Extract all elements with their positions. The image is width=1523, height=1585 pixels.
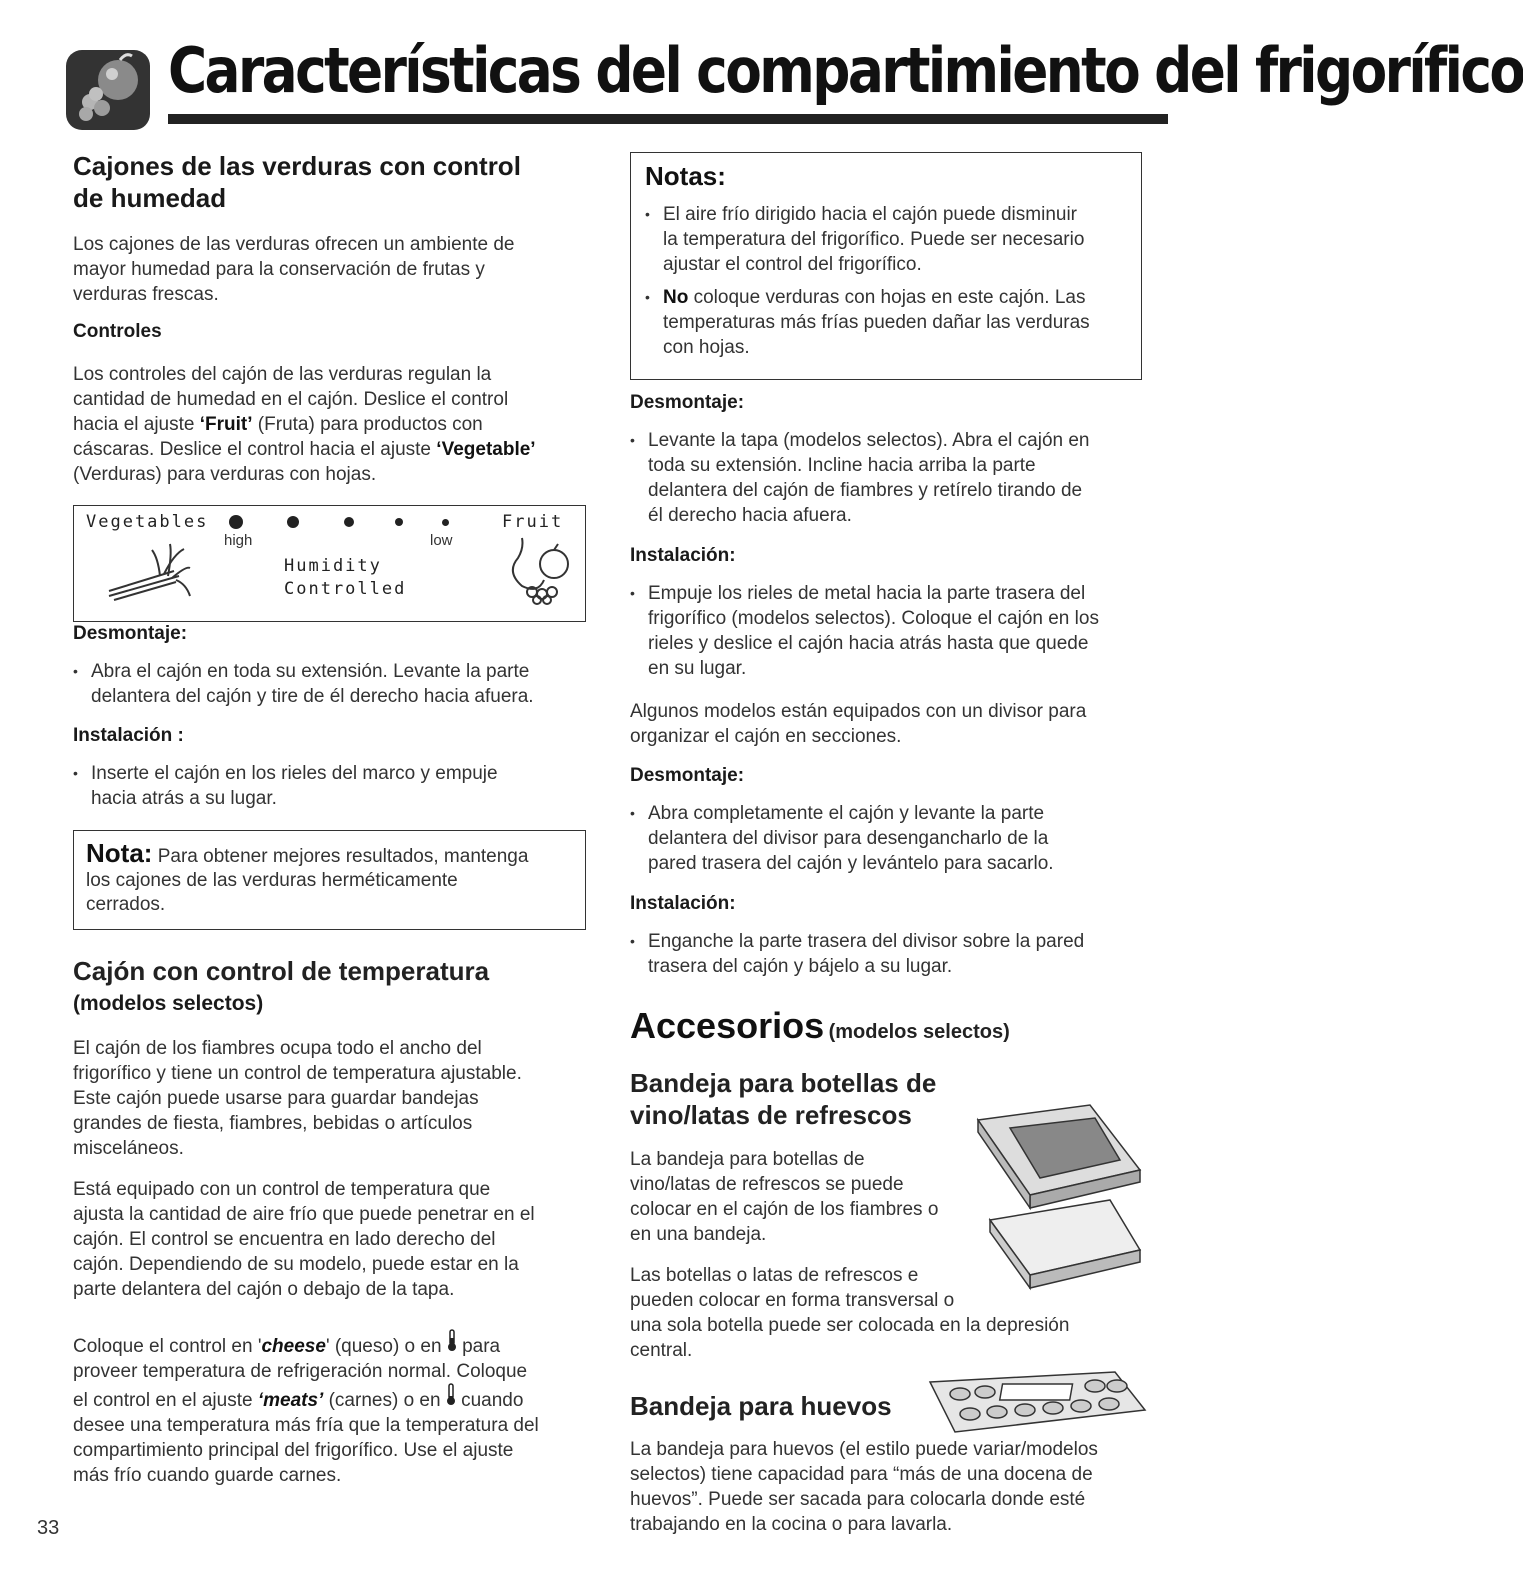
text: hacia el ajuste bbox=[73, 414, 200, 435]
text-line: Está equipado con un control de temperatura que bbox=[73, 1179, 491, 1200]
high-label: high bbox=[224, 532, 253, 549]
text-line bbox=[73, 437, 603, 462]
meats-setting: ‘meats’ bbox=[257, 1390, 324, 1411]
humidity-dot bbox=[442, 519, 449, 526]
text-line: selectos) tiene capacidad para “más de una docena de bbox=[630, 1464, 1093, 1485]
humidity-dot bbox=[229, 515, 243, 529]
text-line: Los controles del cajón de las verduras regulan la bbox=[73, 364, 492, 385]
vegetable-setting: ‘Vegetable’ bbox=[436, 439, 536, 460]
thermometer-warm-icon bbox=[447, 1336, 457, 1357]
accessories-subtitle: (modelos selectos) bbox=[828, 1021, 1010, 1043]
text-line: delantera del divisor para desengancharlo de la bbox=[648, 828, 1049, 849]
divider-text bbox=[630, 699, 1160, 749]
text-line: toda su extensión. Incline hacia arriba la parte bbox=[648, 455, 1036, 476]
text-line bbox=[73, 412, 603, 437]
text-line: en su lugar. bbox=[648, 658, 747, 679]
vegetables-label: Vegetables bbox=[86, 512, 209, 532]
text-line: Empuje los rieles de metal hacia la parte trasera del bbox=[648, 583, 1086, 604]
text-line: Inserte el cajón en los rieles del marco y empuje bbox=[91, 763, 498, 784]
humidity-dot bbox=[395, 518, 403, 526]
text-line: los cajones de las verduras herméticamente bbox=[86, 870, 458, 891]
text-line: hacia atrás a su lugar. bbox=[91, 788, 277, 809]
list-item bbox=[73, 761, 603, 811]
removal-list bbox=[630, 801, 1160, 876]
list-item bbox=[630, 581, 1160, 681]
text-line: frigorífico y tiene un control de temperatura ajustable. bbox=[73, 1063, 522, 1084]
text-line: Abra el cajón en toda su extensión. Levante la parte bbox=[91, 661, 530, 682]
text-line: con hojas. bbox=[663, 337, 750, 358]
text-line: cajón. El control se encuentra en lado derecho del bbox=[73, 1229, 496, 1250]
title-line: Bandeja para botellas de bbox=[630, 1068, 937, 1098]
temp-section-subtitle: (modelos selectos) bbox=[73, 992, 264, 1015]
humidity-section bbox=[73, 150, 593, 214]
title-line: de humedad bbox=[73, 183, 227, 213]
text-line: El aire frío dirigido hacia el cajón puede disminuir bbox=[663, 204, 1078, 225]
humidity-intro bbox=[73, 232, 593, 307]
text-line: El cajón de los fiambres ocupa todo el ancho del bbox=[73, 1038, 482, 1059]
text-line: Los cajones de las verduras ofrecen un ambiente de bbox=[73, 234, 515, 255]
text-line: cajón. Dependiendo de su modelo, puede estar en la bbox=[73, 1254, 519, 1275]
page-number: 33 bbox=[37, 1517, 60, 1539]
page-title: Características del compartimiento del frigorífico bbox=[168, 34, 1523, 107]
bold-no: No bbox=[663, 287, 689, 308]
text-line: una sola botella puede ser colocada en la depresión bbox=[630, 1315, 1070, 1336]
text-line: trabajando en la cocina o para lavarla. bbox=[630, 1514, 953, 1535]
removal-list bbox=[630, 428, 1160, 528]
text-line: pared trasera del cajón y levántelo para sacarlo. bbox=[648, 853, 1054, 874]
install-list bbox=[630, 929, 1160, 979]
fruit-icon bbox=[504, 536, 574, 611]
notes-list bbox=[645, 202, 1127, 360]
fruit-label: Fruit bbox=[502, 512, 564, 532]
temp-section-title: Cajón con control de temperatura bbox=[73, 956, 490, 986]
text-line: colocar en el cajón de los fiambres o bbox=[630, 1199, 939, 1220]
text-line: Enganche la parte trasera del divisor sobre la pared bbox=[648, 931, 1085, 952]
controls-heading: Controles bbox=[73, 321, 162, 342]
install-list bbox=[73, 761, 603, 811]
text-line: Este cajón puede usarse para guardar bandejas bbox=[73, 1088, 479, 1109]
temp-paragraph-3 bbox=[73, 1330, 603, 1488]
text-line: parte delantera del cajón o debajo de la tapa. bbox=[73, 1279, 455, 1300]
text: (carnes) o en bbox=[323, 1390, 446, 1411]
wine-tray-paragraph-2 bbox=[630, 1263, 1160, 1363]
text: para bbox=[456, 1336, 501, 1357]
install-list bbox=[630, 581, 1160, 681]
note-box bbox=[73, 830, 586, 930]
temp-paragraph-2 bbox=[73, 1177, 603, 1302]
install-heading: Instalación: bbox=[630, 893, 736, 914]
text: Coloque el control en ' bbox=[73, 1336, 262, 1357]
removal-heading: Desmontaje: bbox=[73, 623, 188, 644]
text-line: delantera del cajón y tire de él derecho hacia afuera. bbox=[91, 686, 534, 707]
vegetables-icon bbox=[104, 536, 194, 611]
text-line: central. bbox=[630, 1340, 693, 1361]
temp-paragraph-1 bbox=[73, 1036, 603, 1161]
title-line: Cajones de las verduras con control bbox=[73, 151, 521, 181]
low-label: low bbox=[430, 532, 453, 549]
text-line: pueden colocar en forma transversal o bbox=[630, 1290, 955, 1311]
cheese-setting: cheese bbox=[261, 1336, 326, 1357]
list-item bbox=[630, 929, 1160, 979]
humidity-dot bbox=[344, 517, 354, 527]
text: (Fruta) para productos con bbox=[252, 414, 483, 435]
text-line: temperaturas más frías pueden dañar las verduras bbox=[663, 312, 1090, 333]
install-heading: Instalación : bbox=[73, 725, 184, 746]
accessories-title: Accesorios bbox=[630, 1005, 825, 1046]
text-line bbox=[73, 1330, 603, 1359]
wine-tray-title bbox=[630, 1067, 936, 1131]
text-line: vino/latas de refrescos se puede bbox=[630, 1174, 904, 1195]
text-line: ajusta la cantidad de aire frío que puede penetrar en el bbox=[73, 1204, 535, 1225]
text-line: la temperatura del frigorífico. Puede ser necesario bbox=[663, 229, 1085, 250]
fruit-vegetable-icon bbox=[66, 50, 150, 130]
text-line: Algunos modelos están equipados con un divisor para bbox=[630, 701, 1087, 722]
header-rule bbox=[168, 114, 1168, 124]
text-line: La bandeja para huevos (el estilo puede variar/modelos bbox=[630, 1439, 1098, 1460]
notes-box bbox=[630, 152, 1142, 380]
text-line: mayor humedad para la conservación de frutas y bbox=[73, 259, 485, 280]
list-item bbox=[630, 428, 1160, 528]
text-line: La bandeja para botellas de bbox=[630, 1149, 865, 1170]
install-heading: Instalación: bbox=[630, 545, 736, 566]
text-line: (Verduras) para verduras con hojas. bbox=[73, 464, 377, 485]
text-line: frigorífico (modelos selectos). Coloque el cajón en los bbox=[648, 608, 1099, 629]
text-line: compartimiento principal del frigorífico. Use el ajuste bbox=[73, 1440, 514, 1461]
wine-tray-paragraph-1 bbox=[630, 1147, 990, 1247]
humidity-dot bbox=[287, 516, 299, 528]
note-label: Nota: bbox=[86, 838, 153, 868]
text-line: delantera del cajón de fiambres y retírelo tirando de bbox=[648, 480, 1083, 501]
text-line: organizar el cajón en secciones. bbox=[630, 726, 902, 747]
text: coloque verduras con hojas en este cajón. Las bbox=[688, 287, 1086, 308]
text-line: proveer temperatura de refrigeración normal. Coloque bbox=[73, 1361, 528, 1382]
humidity-control-panel bbox=[73, 505, 586, 622]
text-line: Las botellas o latas de refrescos e bbox=[630, 1265, 919, 1286]
controls-text bbox=[73, 362, 603, 487]
thermometer-cold-icon bbox=[446, 1390, 456, 1411]
text-line: cantidad de humedad en el cajón. Deslice el control bbox=[73, 389, 509, 410]
list-item bbox=[73, 659, 603, 709]
text-line: huevos”. Puede ser sacada para colocarla donde esté bbox=[630, 1489, 1086, 1510]
egg-tray-title: Bandeja para huevos bbox=[630, 1391, 892, 1421]
fruit-setting: ‘Fruit’ bbox=[199, 414, 253, 435]
list-item bbox=[645, 285, 1127, 360]
text-line: grandes de fiesta, fiambres, bebidas o artículos bbox=[73, 1113, 473, 1134]
text: cáscaras. Deslice el control hacia el ajuste bbox=[73, 439, 437, 460]
text: el control en el ajuste bbox=[73, 1390, 258, 1411]
text-line: verduras frescas. bbox=[73, 284, 219, 305]
text-line: rieles y deslice el cajón hacia atrás hasta que quede bbox=[648, 633, 1089, 654]
removal-heading: Desmontaje: bbox=[630, 765, 745, 786]
text-line bbox=[73, 1384, 603, 1413]
title-line: vino/latas de refrescos bbox=[630, 1100, 912, 1130]
controlled-label: Controlled bbox=[284, 579, 407, 599]
text-line: Abra completamente el cajón y levante la parte bbox=[648, 803, 1045, 824]
humidity-label: Humidity bbox=[284, 556, 382, 576]
text: ' (queso) o en bbox=[325, 1336, 442, 1357]
text-line: cerrados. bbox=[86, 894, 166, 915]
removal-heading: Desmontaje: bbox=[630, 392, 745, 413]
humidity-section-title bbox=[73, 150, 593, 214]
text-line: en una bandeja. bbox=[630, 1224, 767, 1245]
text-line: Levante la tapa (modelos selectos). Abra el cajón en bbox=[648, 430, 1090, 451]
notes-title: Notas: bbox=[645, 161, 726, 191]
text-line: trasera del cajón y bájelo a su lugar. bbox=[648, 956, 953, 977]
text: cuando bbox=[455, 1390, 524, 1411]
list-item bbox=[645, 202, 1127, 277]
removal-list bbox=[73, 659, 603, 709]
text-line: misceláneos. bbox=[73, 1138, 184, 1159]
text-line: desee una temperatura más fría que la temperatura del bbox=[73, 1415, 539, 1436]
text-line: ajustar el control del frigorífico. bbox=[663, 254, 922, 275]
egg-tray-illustration bbox=[925, 1370, 1150, 1445]
text: Para obtener mejores resultados, mantenga bbox=[152, 846, 529, 867]
list-item bbox=[630, 801, 1160, 876]
text-line: más frío cuando guarde carnes. bbox=[73, 1465, 342, 1486]
text-line bbox=[86, 838, 573, 869]
text-line: él derecho hacia afuera. bbox=[648, 505, 852, 526]
accessories-heading bbox=[630, 1005, 1010, 1047]
egg-tray-paragraph bbox=[630, 1437, 1160, 1537]
